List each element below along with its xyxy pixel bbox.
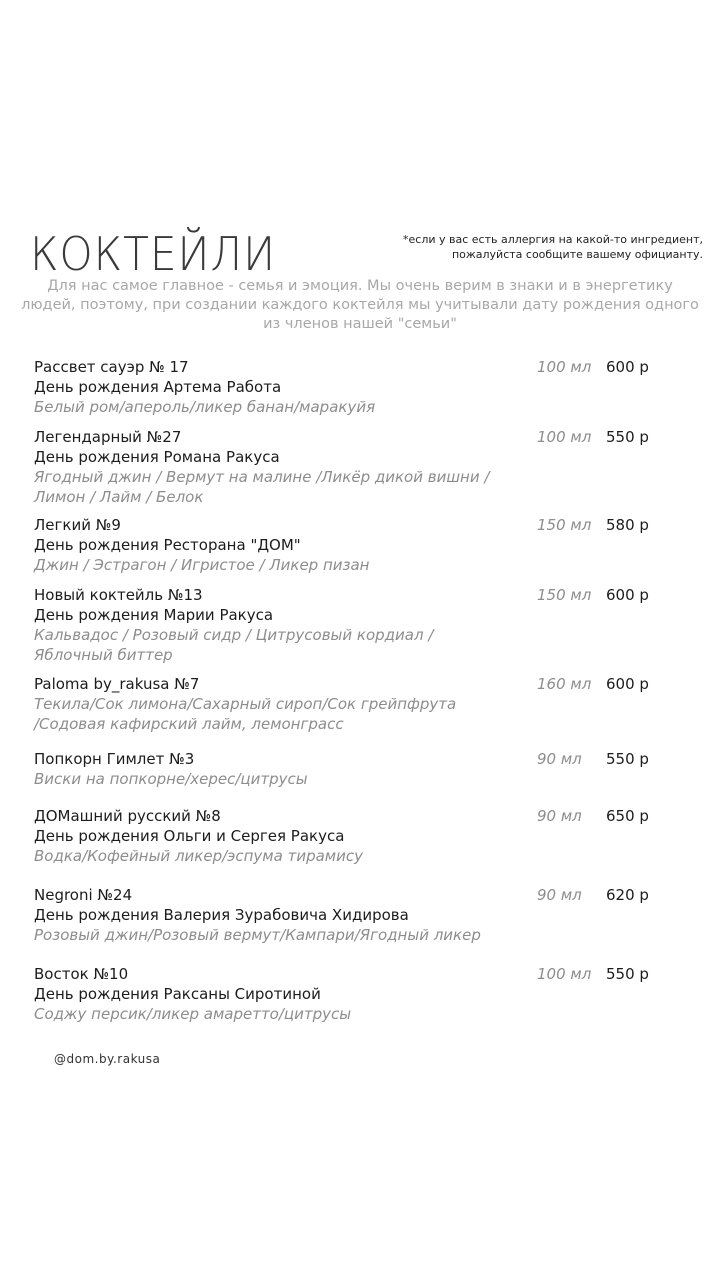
menu-item bbox=[34, 427, 674, 507]
menu-item bbox=[34, 885, 674, 945]
cocktail-name: Paloma by_rakusa №7 bbox=[34, 675, 200, 693]
cocktail-birthday: День рождения Валерия Зурабовича Хидирова bbox=[34, 906, 409, 924]
cocktail-volume: 90 мл bbox=[537, 807, 582, 825]
intro-text: Для нас самое главное - семья и эмоция. Мы очень верим в знаки и в энергетику людей, поэтому, при создании каждого коктейля мы учитывали дату рождения одного из членов нашей "семьи" bbox=[21, 278, 699, 332]
cocktail-price: 600 р bbox=[606, 586, 649, 604]
cocktail-birthday: День рождения Ольги и Сергея Ракуса bbox=[34, 827, 345, 845]
cocktail-volume: 90 мл bbox=[537, 750, 582, 768]
cocktail-birthday: День рождения Марии Ракуса bbox=[34, 606, 274, 624]
cocktail-name: ДОМашний русский №8 bbox=[34, 807, 221, 825]
cocktail-birthday: День рождения Раксаны Сиротиной bbox=[34, 985, 321, 1003]
cocktail-ingredients: Джин / Эстрагон / Игристое / Ликер пизан bbox=[34, 556, 370, 574]
cocktail-price: 650 р bbox=[606, 807, 649, 825]
menu-item bbox=[34, 585, 674, 665]
cocktail-ingredients: Ягодный джин / Вермут на малине /Ликёр дикой вишни / bbox=[34, 468, 490, 486]
cocktail-price: 550 р bbox=[606, 750, 649, 768]
cocktail-ingredients: Кальвадос / Розовый сидр / Цитрусовый кордиал / bbox=[34, 626, 434, 644]
cocktail-ingredients: Лимон / Лайм / Белок bbox=[34, 488, 204, 506]
cocktail-birthday: День рождения Ресторана "ДОМ" bbox=[34, 536, 301, 554]
menu-item bbox=[34, 964, 674, 1024]
cocktail-birthday: День рождения Романа Ракуса bbox=[34, 448, 280, 466]
cocktail-price: 600 р bbox=[606, 358, 649, 376]
cocktail-ingredients: /Содовая кафирский лайм, лемонграсс bbox=[34, 715, 344, 733]
cocktail-name: Попкорн Гимлет №3 bbox=[34, 750, 195, 768]
cocktail-price: 550 р bbox=[606, 965, 649, 983]
instagram-handle: @dom.by.rakusa bbox=[54, 1052, 161, 1066]
allergy-note: *если у вас есть аллергия на какой-то ингредиент, пожалуйста сообщите вашему официанту. bbox=[403, 233, 703, 261]
cocktail-name: Новый коктейль №13 bbox=[34, 586, 203, 604]
cocktail-name: Рассвет сауэр № 17 bbox=[34, 358, 189, 376]
menu-item bbox=[34, 749, 674, 789]
cocktail-volume: 100 мл bbox=[537, 358, 592, 376]
cocktail-volume: 150 мл bbox=[537, 516, 592, 534]
cocktail-volume: 160 мл bbox=[537, 675, 592, 693]
cocktail-volume: 90 мл bbox=[537, 886, 582, 904]
menu-item bbox=[34, 674, 674, 734]
menu-item bbox=[34, 806, 674, 866]
cocktail-name: Легкий №9 bbox=[34, 516, 121, 534]
cocktail-name: Восток №10 bbox=[34, 965, 129, 983]
cocktail-ingredients: Белый ром/апероль/ликер банан/маракуйя bbox=[34, 398, 376, 416]
cocktail-name: Negroni №24 bbox=[34, 886, 133, 904]
cocktail-price: 580 р bbox=[606, 516, 649, 534]
menu-item bbox=[34, 515, 674, 575]
cocktail-price: 620 р bbox=[606, 886, 649, 904]
cocktail-price: 550 р bbox=[606, 428, 649, 446]
cocktail-volume: 100 мл bbox=[537, 428, 592, 446]
cocktail-volume: 100 мл bbox=[537, 965, 592, 983]
cocktail-birthday: День рождения Артема Работа bbox=[34, 378, 282, 396]
cocktail-name: Легендарный №27 bbox=[34, 428, 182, 446]
cocktail-ingredients: Розовый джин/Розовый вермут/Кампари/Ягодный ликер bbox=[34, 926, 481, 944]
cocktail-ingredients: Соджу персик/ликер амаретто/цитрусы bbox=[34, 1005, 352, 1023]
cocktail-ingredients: Текила/Сок лимона/Сахарный сироп/Сок грейпфрута bbox=[34, 695, 457, 713]
cocktail-ingredients: Виски на попкорне/херес/цитрусы bbox=[34, 770, 308, 788]
menu-item bbox=[34, 357, 674, 417]
cocktail-price: 600 р bbox=[606, 675, 649, 693]
cocktail-ingredients: Яблочный биттер bbox=[34, 646, 173, 664]
cocktail-volume: 150 мл bbox=[537, 586, 592, 604]
page-title: КОКТЕЙЛИ bbox=[30, 227, 277, 281]
cocktail-ingredients: Водка/Кофейный ликер/эспума тирамису bbox=[34, 847, 363, 865]
